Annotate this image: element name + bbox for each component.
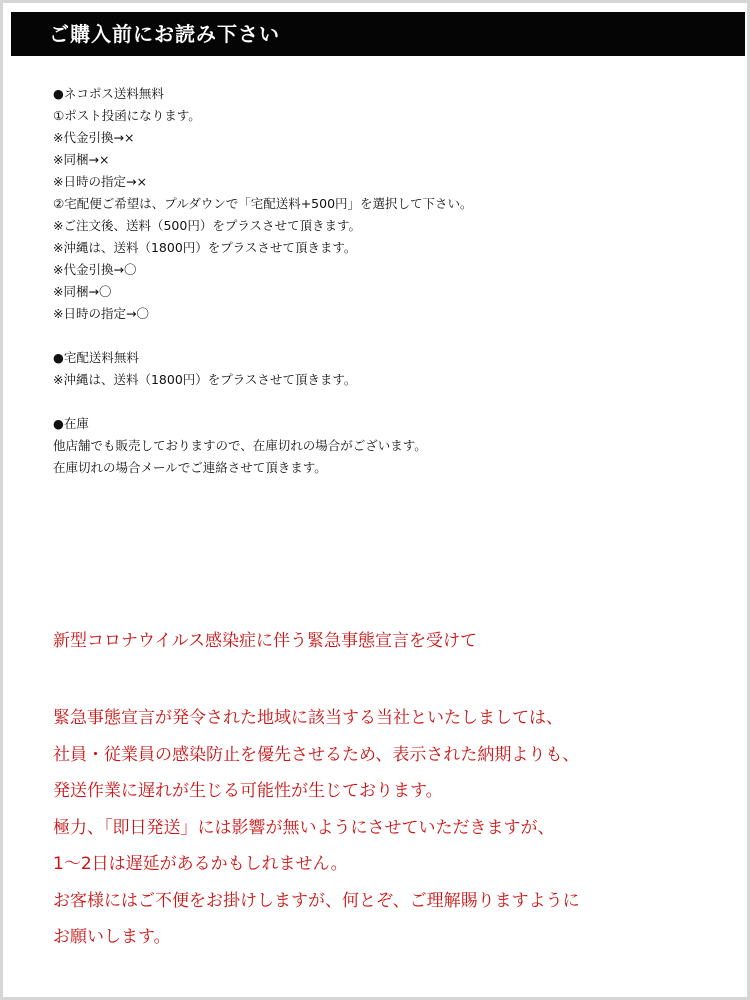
notice-line: お客様にはご不便をお掛けしますが、何とぞ、ご理解賜りますように: [53, 890, 580, 911]
notice-line: お願いします。: [53, 927, 171, 947]
note-line: ①ポスト投函になります。: [53, 108, 201, 123]
notice-line: 発送作業に遅れが生じる可能性が生じております。: [53, 781, 443, 801]
note-line: ※日時の指定→×: [53, 174, 147, 189]
covid-notice: [53, 626, 713, 956]
note-line: 在庫切れの場合メールでご連絡させて頂きます。: [53, 460, 327, 475]
note-line: ●ネコポス送料無料: [53, 86, 164, 101]
header-title: ご購入前にお読み下さい: [49, 22, 280, 46]
note-line: ●宅配送料無料: [53, 350, 139, 365]
note-line: ※日時の指定→〇: [53, 306, 149, 321]
notice-line: 緊急事態宣言が発令された地域に該当する当社といたしましては、: [53, 708, 563, 728]
note-line: 他店舗でも販売しておりますので、在庫切れの場合がございます。: [53, 438, 427, 453]
note-line: ※同梱→×: [53, 152, 110, 167]
notice-line: 社員・従業員の感染防止を優先させるため、表示された納期よりも、: [53, 744, 580, 765]
note-line: ※同梱→〇: [53, 284, 112, 299]
notice-spacer: [53, 656, 713, 700]
note-line: ②宅配便ご希望は、プルダウンで「宅配送料+500円」を選択して下さい。: [53, 196, 473, 211]
note-line: ●在庫: [53, 416, 89, 431]
notice-line: 1～2日は遅延があるかもしれません。: [53, 854, 348, 874]
note-line: ※沖縄は、送料（1800円）をプラスさせて頂きます。: [53, 240, 357, 255]
section-spacer: [53, 391, 713, 413]
notice-line: 極力、「即日発送」には影響が無いようにさせていただきますが、: [53, 817, 555, 838]
notice-title: 新型コロナウイルス感染症に伴う緊急事態宣言を受けて: [53, 631, 477, 651]
header-bar: [11, 12, 745, 56]
note-line: ※沖縄は、送料（1800円）をプラスさせて頂きます。: [53, 372, 357, 387]
note-line: ※代金引換→×: [53, 130, 135, 145]
note-line: ※代金引換→〇: [53, 262, 137, 277]
shipping-notes: [53, 83, 713, 479]
note-line: ※ご注文後、送料（500円）をプラスさせて頂きます。: [53, 218, 361, 233]
section-spacer: [53, 325, 713, 347]
